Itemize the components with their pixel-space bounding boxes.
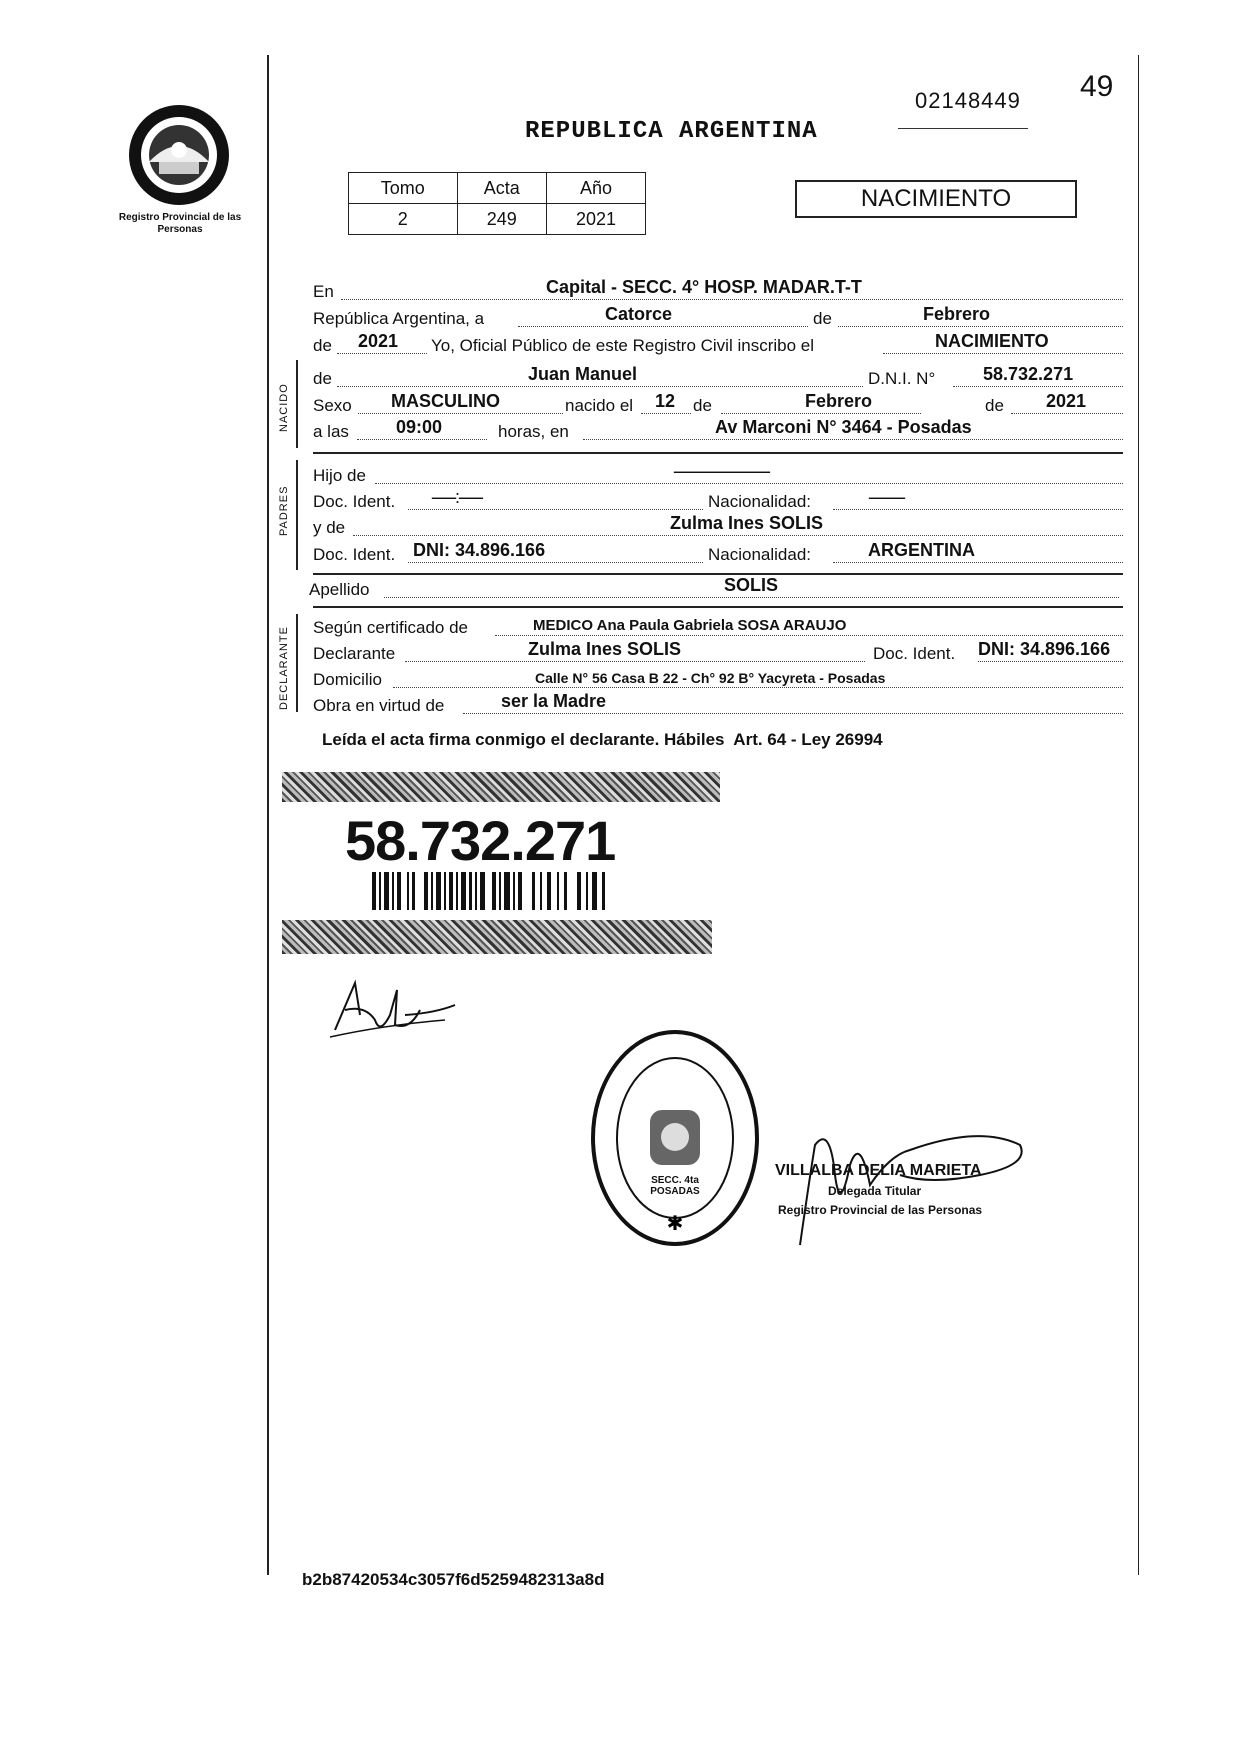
nac-dia-value: 12 [655,391,676,411]
doc2-value: DNI: 34.896.166 [413,540,546,560]
security-strip-bottom [282,920,712,954]
hijo-value: ------------------------ [673,461,769,481]
nac1-label: Nacionalidad: [708,492,812,511]
official-org: Registro Provincial de las Personas [778,1203,983,1217]
row-sexo [313,392,1123,418]
row-hora [313,418,1123,444]
nac-anio-value: 2021 [1046,391,1087,411]
acta-table [348,172,646,235]
alas-label: a las [313,422,349,441]
row-doc2 [313,541,1123,567]
right-margin-line [1138,55,1139,1575]
en-label: En [313,282,334,301]
hora-value: 09:00 [396,417,443,437]
sexo-value: MASCULINO [391,391,500,411]
de3-label: de [313,369,332,388]
separator-3 [313,606,1123,608]
doc1-label: Doc. Ident. [313,492,396,511]
row-certificado [313,614,1123,640]
registry-logo [124,100,234,210]
madre-value: Zulma Ines SOLIS [670,513,824,533]
declarante-section-label: DECLARANTE [278,626,290,710]
nacido-bracket [296,360,298,448]
row-domicilio [313,666,1123,692]
row-republica [313,305,1123,331]
cert-value: MEDICO Ana Paula Gabriela SOSA ARAUJO [533,617,847,634]
horas-label: horas, en [498,422,569,441]
svg-text:✱: ✱ [666,1213,684,1235]
seal-inner-text: SECC. 4ta POSADAS [650,1175,700,1197]
separator-1 [313,452,1123,454]
nombre-value: Juan Manuel [528,364,638,384]
nac2-label: Nacionalidad: [708,545,812,564]
mes-value: Febrero [923,304,991,324]
anio-header: Año [546,173,645,204]
decl-label: Declarante [313,644,396,663]
declarante-bracket [296,614,298,712]
apellido-value: SOLIS [724,575,779,595]
logo-caption: Registro Provincial de las Personas [118,212,242,235]
obra-value: ser la Madre [501,691,607,711]
closing-statement: Leída el acta firma conmigo el declarante. Hábiles Art. 64 - Ley 26994 [322,730,883,749]
row-doc1 [313,488,1123,514]
dia-value: Catorce [605,304,673,324]
official-name: VILLALBA DELIA MARIETA [775,1162,982,1179]
footer-hash: b2b87420534c3057f6d5259482313a8d [302,1570,605,1589]
doc2-label: Doc. Ident. [313,545,396,564]
dom-label: Domicilio [313,670,382,689]
serial-number: 02148449 [915,88,1021,113]
nac1-value: --------- [868,487,904,507]
tipo-value: NACIMIENTO [935,331,1049,351]
barcode [372,872,612,910]
de5-label: de [985,396,1004,415]
de2-label: de [313,336,332,355]
row-obra [313,692,1123,718]
tomo-value: 2 [349,204,458,235]
de4-label: de [693,396,712,415]
lugar-value: Av Marconi N° 3464 - Posadas [715,417,972,437]
padres-section-label: PADRES [278,485,290,536]
page-number: 49 [1080,70,1114,103]
de-label: de [813,309,832,328]
official-seal [585,1025,765,1255]
hijo-label: Hijo de [313,466,366,485]
decl-value: Zulma Ines SOLIS [528,639,682,659]
row-hijo [313,462,1123,488]
decl-doc-value: DNI: 34.896.166 [978,639,1111,659]
doc1-value: ------:------ [431,487,482,507]
nacido-label: nacido el [565,396,634,415]
row-apellido [309,576,1119,602]
official-role: Delegada Titular [828,1184,922,1198]
republica-label: República Argentina, a [313,309,485,328]
apellido-label: Apellido [309,580,370,599]
cert-label: Según certificado de [313,618,468,637]
tomo-header: Tomo [349,173,458,204]
country-title: REPUBLICA ARGENTINA [525,118,818,145]
yde-label: y de [313,518,346,537]
nac-mes-value: Febrero [805,391,873,411]
row-madre [313,514,1123,540]
padres-bracket [296,460,298,570]
dni-label: D.N.I. N° [868,369,936,388]
acta-header: Acta [457,173,546,204]
dom-value: Calle N° 56 Casa B 22 - Ch° 92 B° Yacyreta - Posadas [535,670,886,686]
decl-doc-label: Doc. Ident. [873,644,956,663]
nac2-value: ARGENTINA [868,540,975,560]
row-nombre [313,365,1123,391]
obra-label: Obra en virtud de [313,696,445,715]
anio-value: 2021 [546,204,645,235]
row-declarante [313,640,1123,666]
id-number: 58.732.271 [345,809,616,872]
declarant-signature [325,975,465,1045]
serial-underline [898,128,1028,129]
row-oficial [313,332,1123,358]
anio-val: 2021 [358,331,399,351]
acta-value: 249 [457,204,546,235]
dni-value: 58.732.271 [983,364,1074,384]
oficial-text: Yo, Oficial Público de este Registro Civil inscribo el [431,336,814,355]
record-type-box: NACIMIENTO [795,180,1077,218]
row-en [313,278,1123,304]
left-margin-line [267,55,269,1575]
separator-2 [313,573,1123,575]
sexo-label: Sexo [313,396,352,415]
security-strip-top [282,772,720,802]
en-value: Capital - SECC. 4° HOSP. MADAR.T-T [546,277,862,297]
nacido-section-label: NACIDO [278,383,290,432]
